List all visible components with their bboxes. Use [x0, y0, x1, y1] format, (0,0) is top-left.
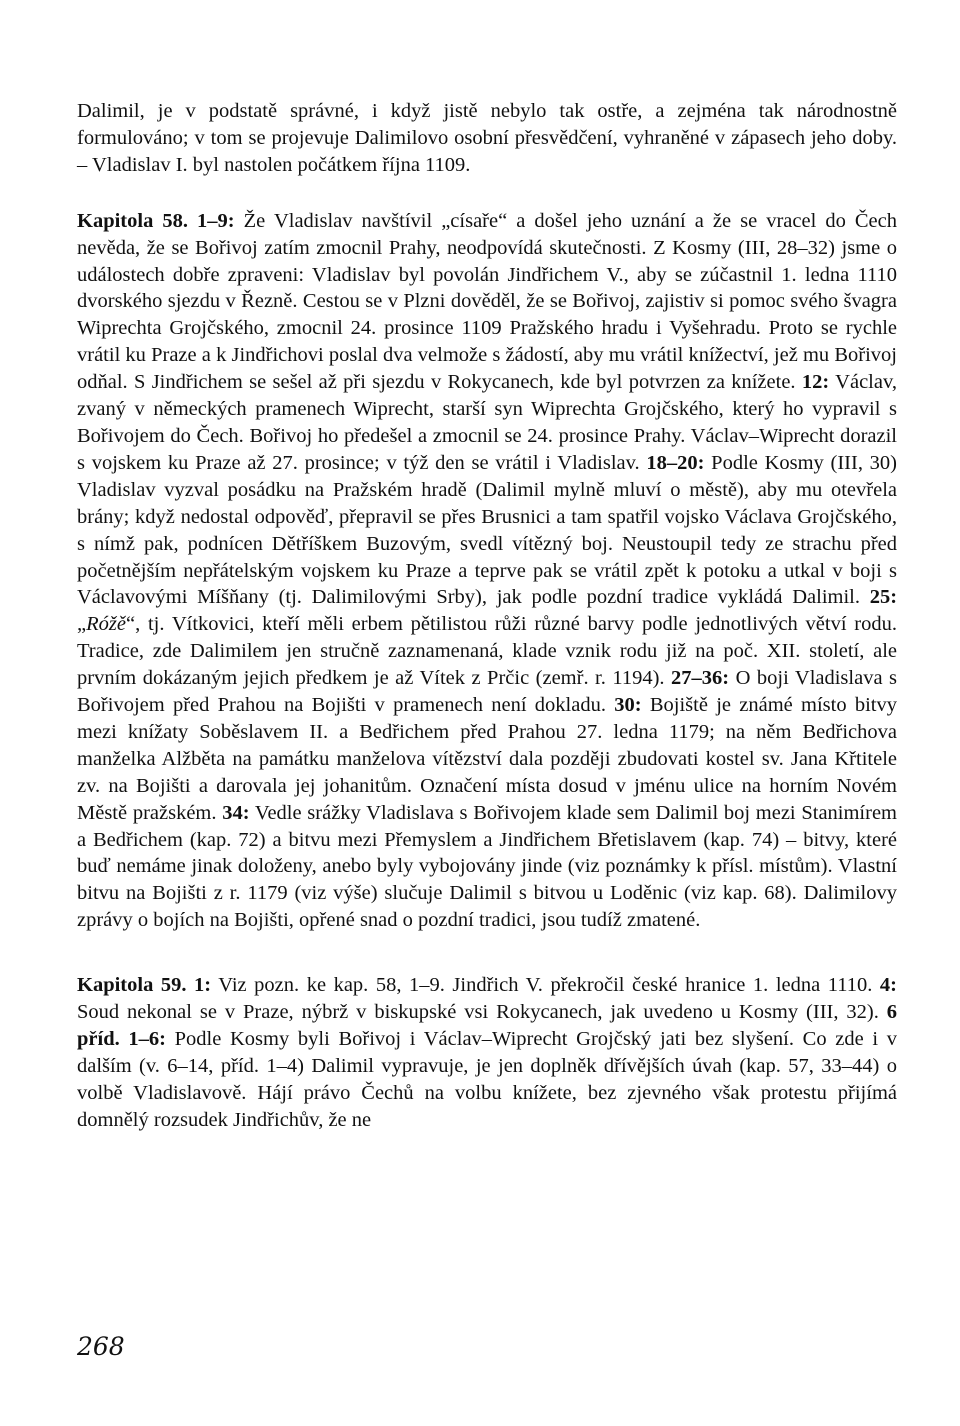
paragraph-intro: [77, 98, 897, 179]
note-text: Že Vladislav navštívil „císaře“ a došel jeho uznání a že se vracel do Čech nevěda, že se Bořivoj zatím zmocnil Prahy, neodpovídá skutečnosti. Z Kosmy (III, 28–32) jsme o událostech dobře zpraveni: Vladislav byl povolán Jindřichem V., aby se zúčastnil 1. ledna 1110 dvorského sjezdu v Řezně. Cestou se v Plzni dověděl, že se Bořivoj, zajistiv si pomoc svého švagra Wiprechta Grojčského, zmocnil 24. prosince 1109 Pražského hradu i Vyšehradu. Proto se rychle vrátil ku Praze a k Jindřichovi poslal dva velmože s žádostí, aby mu vrátil knížectví, jež mu Bořivoj odňal. S Jindřichem se sešel až při sjezdu v Rokycanech, kde byl potvrzen za knížete.: [77, 209, 897, 394]
verse-ref: 12:: [801, 371, 830, 394]
verse-ref: 1–9:: [197, 209, 235, 232]
verse-ref: 4:: [879, 974, 897, 997]
chapter-58-notes: [77, 208, 897, 934]
intro-text: Dalimil, je v podstatě správné, i když jistě nebylo tak ostře, a zejména tak národnostně formulováno; v tom se projevuje Dalimilovo osobní přesvědčení, vyhraněné v zápasech jeho doby. – Vladislav I. byl nastolen počátkem října 1109.: [77, 100, 897, 176]
page-body: [77, 98, 897, 1134]
chapter-59-heading: Kapitola 59.: [77, 974, 187, 997]
note-text: O boji Vladislava s Bořivojem před Prahou na Bojišti v pramenech není dokladu.: [77, 667, 898, 717]
note-text: „: [77, 613, 87, 636]
note-text: Václav, zvaný v německých pramenech Wiprecht, starší syn Wiprechta Grojčského, který ho vypravil s Bořivojem do Čech. Bořivoj ho předešel a zmocnil se 24. prosince Prahy. Václav–Wiprecht dorazil s vojskem ku Praze až 27. prosince; v týž den se vrátil i Vladislav.: [77, 371, 898, 474]
note-text: Viz pozn. ke kap. 58, 1–9. Jindřich V. překročil české hranice 1. ledna 1110.: [211, 974, 873, 997]
note-text: Podle Kosmy (III, 30) Vladislav vyzval posádku na Pražském hradě (Dalimil mylně mluví o městě), aby mu otevřela brány; když nedostal odpověď, přepravil se přes Brusnici a tam spatřil vojsko Václava Grojčského, s nímž pak, podnícen Dětříškem Buzovým, svedl vítězný boj. Neustoupil tedy ze strachu před početnějším nepřátelským vojskem ku Praze a teprve pak se vrátil zpět k potoku a utkal v boji s Václavovými Míšňany (tj. Dalimilovými Srby), jak podle pozdní tradice vykládá Dalimil.: [77, 451, 897, 609]
verse-ref: 1:: [194, 974, 212, 997]
note-text: Bojiště je známé místo bitvy mezi knížaty Soběslavem II. a Bedřichem před Prahou 27. ledna 1179; na něm Bedřichova manželka Alžběta na památku manželova vítězství dala později zbudovati kostel sv. Jana Křtitele zv. na Bojišti a darovala jej johanitům. Označení místa dosud v jménu ulice na horním Novém Městě pražském.: [77, 694, 897, 824]
verse-ref: 18–20:: [646, 451, 705, 474]
page-number: 268: [77, 1332, 125, 1361]
note-text: “, tj. Vítkovici, kteří měli erbem pětilistou růži různé barvy podle jednotlivých větví rodu. Tradice, zde Dalimilem jen stručně zaznamenaná, klade vznik rodu již na poč. XII. století, ale prvním dokázaným jejich předkem je až Vítek z Prčic (zemř. r. 1194).: [77, 613, 897, 690]
note-text: Vedle srážky Vladislava s Bořivojem klade sem Dalimil boj mezi Stanimírem a Bedřichem (kap. 72) a bitvu mezi Přemyslem a Jindřichem Břetislavem (kap. 74) – bitvy, které buď nemáme jinak doloženy, anebo byly vybojovány jinde (viz poznámky k přísl. místům). Vlastní bitvu na Bojišti z r. 1179 (viz výše) slučuje Dalimil s bitvou u Loděnic (viz kap. 68). Dalimilovy zprávy o bojích na Bojišti, opřené snad o pozdní tradici, jsou tudíž zmatené.: [77, 801, 897, 932]
italic-term: Róžě: [86, 613, 126, 636]
verse-ref: 6 příd. 1–6:: [77, 1001, 898, 1050]
verse-ref: 27–36:: [671, 667, 730, 690]
verse-ref: 34:: [222, 801, 250, 824]
chapter-59-notes: [77, 972, 897, 1133]
verse-ref: 25:: [869, 586, 898, 609]
chapter-58-heading: Kapitola 58.: [77, 209, 188, 232]
note-text: Soud nekonal se v Praze, nýbrž v biskupské vsi Rokycanech, jak uvedeno u Kosmy (III, 32).: [77, 1001, 879, 1024]
verse-ref: 30:: [614, 694, 642, 717]
note-text: Podle Kosmy byli Bořivoj i Václav–Wiprecht Grojčský jati bez slyšení. Co zde i v dalším (v. 6–14, příd. 1–4) Dalimil vypravuje, je jen doplněk dřívějších úvah (kap. 57, 33–44) o volbě Vladislavově. Hájí právo Čechů na volbu knížete, bez zjevného však protestu přijímá domnělý rozsudek Jindřichův, že ne: [77, 1028, 897, 1131]
